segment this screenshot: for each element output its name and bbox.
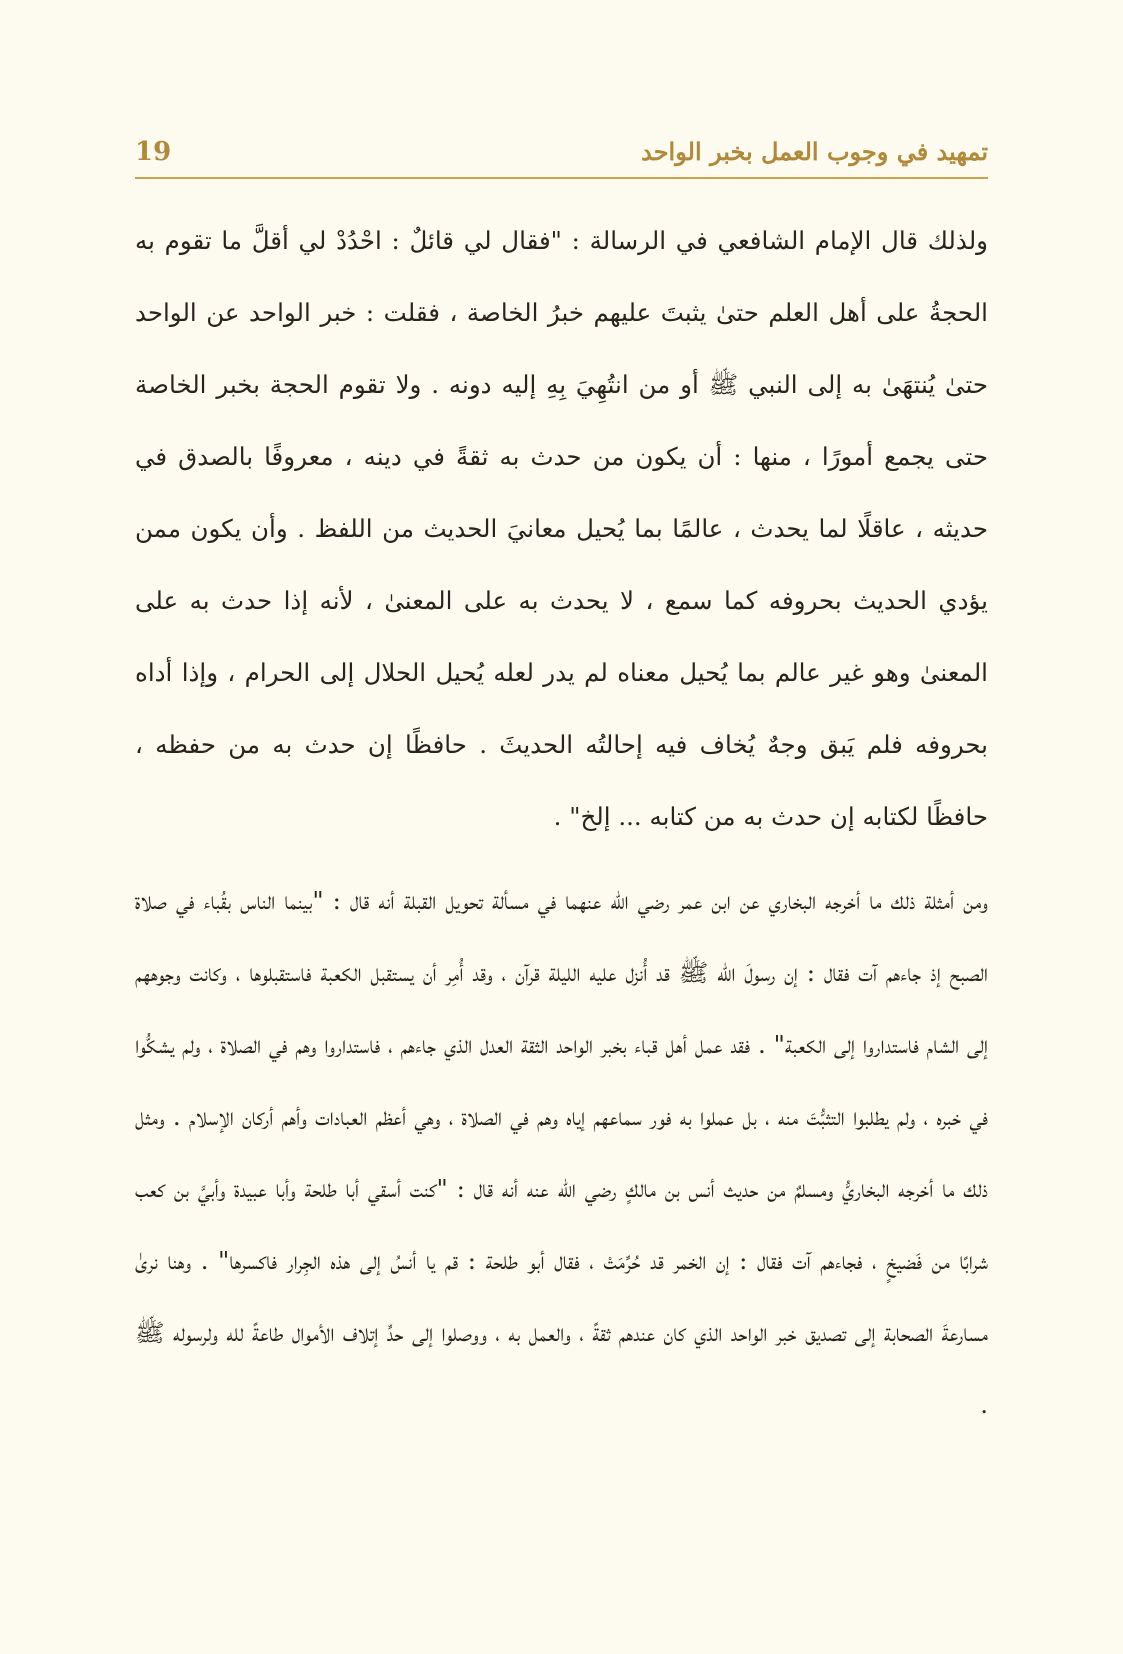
- page-body: [135, 205, 988, 1441]
- paragraph-shafii-quote: ولذلك قال الإمام الشافعي في الرسالة : "فقال لي قائلٌ : احْدُدْ لي أقلَّ ما تقوم به الحجةُ على أهل العلم حتىٰ يثبتَ عليهم خبرُ الخاصة ، فقلت : خبر الواحد عن الواحد حتىٰ يُنتهَىٰ به إلى النبي ﷺ أو من انتُهِيَ بِهِ إليه دونه . ولا تقوم الحجة بخبر الخاصة حتى يجمع أمورًا ، منها : أن يكون من حدث به ثقةً في دينه ، معروفًا بالصدق في حديثه ، عاقلًا لما يحدث ، عالمًا بما يُحيل معانيَ الحديث من اللفظ . وأن يكون ممن يؤدي الحديث بحروفه كما سمع ، لا يحدث به على المعنىٰ ، لأنه إذا حدث به على المعنىٰ وهو غير عالم بما يُحيل معناه لم يدر لعله يُحيل الحلال إلى الحرام ، وإذا أداه بحروفه فلم يَبق وجهٌ يُخاف فيه إحالتُه الحديثَ . حافظًا إن حدث به من حفظه ، حافظًا لكتابه إن حدث به من كتابه ... إلخ" .: [135, 226, 989, 831]
- page-number: 19: [135, 137, 172, 167]
- paragraph-examples: ومن أمثلة ذلك ما أخرجه البخاري عن ابن عمر رضي الله عنهما في مسألة تحويل القبلة أنه قال : "بينما الناس بقُباء في صلاة الصبح إذ جاءهم آت فقال : إن رسولَ الله ﷺ قد أُنزل عليه الليلة قرآن ، وقد أُمِر أن يستقبل الكعبة فاستقبلوها ، وكانت وجوههم إلى الشام فاستداروا إلى الكعبة" . فقد عمل أهل قباء بخبر الواحد الثقة العدل الذي جاءهم ، فاستداروا وهم في الصلاة ، ولم يشكُّوا في خبره ، ولم يطلبوا التثبُّتَ منه ، بل عملوا به فور سماعهم إياه وهم في الصلاة ، وهي أعظم العبادات وأهم أركان الإسلام . ومثل ذلك ما أخرجه البخاريُّ ومسلمٌ من حديث أنس بن مالكٍ رضي الله عنه أنه قال : "كنت أسقي أبا طلحة وأبا عبيدة وأبيَّ بن كعب شرابًا من فَضيخٍ ، فجاءهم آت فقال : إن الخمر قد حُرِّمَتْ ، فقال أبو طلحة : قم يا أنسُ إلى هذه الجِرار فاكسرها" . وهنا نرىٰ مسارعةَ الصحابة إلى تصديق خبر الواحد الذي كان عندهم ثقةً ، والعمل به ، ووصلوا إلى حدِّ إتلاف الأموال طاعةً لله ولرسوله ﷺ .: [135, 886, 988, 1419]
- page-header: [135, 133, 988, 179]
- running-title: تمهيد في وجوب العمل بخبر الواحد: [641, 137, 988, 166]
